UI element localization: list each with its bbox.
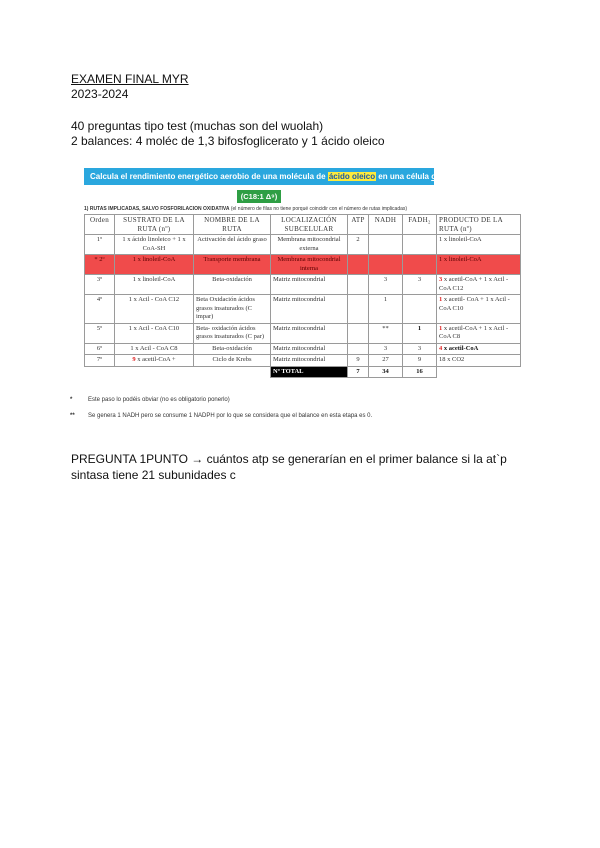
cell-sustrato: 1 x Acil - CoA C12 <box>115 295 194 324</box>
routes-table <box>84 214 521 378</box>
cell-atp: 9 <box>348 355 369 367</box>
cell-nombre: Transporte membrana <box>194 255 271 275</box>
banner-cell: cardíaca <box>431 172 464 181</box>
section-title-bold: 1) RUTAS IMPLICADAS, SALVO FOSFORILACIÓN OXIDATIVA <box>84 206 230 212</box>
embedded-exercise-image <box>84 168 526 378</box>
cell-producto: 4 x acetil-CoA <box>437 343 521 355</box>
cell-atp <box>348 275 369 295</box>
table-row <box>85 323 521 343</box>
cell-nadh: 3 <box>369 275 403 295</box>
table-row <box>85 275 521 295</box>
col-header: FADH₂ <box>403 215 437 235</box>
footnote-2-text: Se genera 1 NADH pero se consume 1 NADPH por lo que se considera que el balance en esta etapa es 0. <box>88 413 373 419</box>
cell-localizacion: Matriz mitocondrial <box>271 275 348 295</box>
cell-orden: 7º <box>85 355 115 367</box>
exercise-banner <box>84 168 464 185</box>
cell-nadh: 1 <box>369 295 403 324</box>
cell-nadh <box>369 255 403 275</box>
footnotes <box>70 395 372 427</box>
total-nadh: 34 <box>369 366 403 378</box>
total-label: Nº TOTAL <box>271 366 348 378</box>
cell-orden: 4º <box>85 295 115 324</box>
cell-producto: 1 x acetil- CoA + 1 x Acil -CoA C10 <box>437 295 521 324</box>
cell-atp <box>348 343 369 355</box>
document-header <box>71 72 189 102</box>
cell-fadh <box>403 235 437 255</box>
table-header-row <box>85 215 521 235</box>
cell-orden: 6º <box>85 343 115 355</box>
cell-fadh: 3 <box>403 275 437 295</box>
cell-atp: 2 <box>348 235 369 255</box>
cell-orden: 1º <box>85 235 115 255</box>
formula-badge: (C18:1 Δ⁹) <box>237 190 281 203</box>
formula-wrap <box>84 186 434 204</box>
intro-line-1: 40 preguntas tipo test (muchas son del wuolah) <box>71 119 324 133</box>
table-total-row <box>85 366 521 378</box>
cell-localizacion: Membrana mitocondrial externa <box>271 235 348 255</box>
col-header: LOCALIZACIÓN SUBCELULAR <box>271 215 348 235</box>
table-row <box>85 295 521 324</box>
cell-localizacion: Membrana mitocondrial interna <box>271 255 348 275</box>
cell-atp <box>348 255 369 275</box>
cell-fadh: 1 <box>403 323 437 343</box>
cell-nombre: Beta-oxidación <box>194 343 271 355</box>
cell-nombre: Activación del ácido graso <box>194 235 271 255</box>
cell-producto: 18 x CO2 <box>437 355 521 367</box>
cell-atp <box>348 323 369 343</box>
footnote-2-mark: ** <box>70 413 75 419</box>
cell-sustrato: 1 x linoleil-CoA <box>115 275 194 295</box>
cell-sustrato: 1 x Acil - CoA C8 <box>115 343 194 355</box>
banner-text-mid: en una célula <box>376 172 432 181</box>
cell-sustrato: 9 x acetil-CoA + <box>115 355 194 367</box>
cell-producto: 1 x linoleil-CoA <box>437 235 521 255</box>
cell-localizacion: Matriz mitocondrial <box>271 323 348 343</box>
cell-nombre: Ciclo de Krebs <box>194 355 271 367</box>
cell-nadh: ** <box>369 323 403 343</box>
cell-atp <box>348 295 369 324</box>
col-header: SUSTRATO DE LA RUTA (nº) <box>115 215 194 235</box>
cell-sustrato: 1 x linoleil-CoA <box>115 255 194 275</box>
footnote-2 <box>70 411 372 427</box>
exam-title: EXAMEN FINAL MYR <box>71 72 189 86</box>
cell-sustrato: 1 x ácido linoleico + 1 x CoA-SH <box>115 235 194 255</box>
exam-year: 2023-2024 <box>71 87 129 101</box>
cell-producto: 1 x acetil-CoA + 1 x Acil -CoA C8 <box>437 323 521 343</box>
col-header: ATP <box>348 215 369 235</box>
cell-fadh: 3 <box>403 343 437 355</box>
question-text: PREGUNTA 1PUNTO → cuántos atp se generarían en el primer balance si la at`p sintasa tiene 21 subunidades c <box>71 452 507 482</box>
banner-text-start: Calcula el rendimiento energético aerobio de una molécula de <box>90 172 328 181</box>
cell-localizacion: Matriz mitocondrial <box>271 295 348 324</box>
footnote-1-mark: * <box>70 397 73 403</box>
col-header: Orden <box>85 215 115 235</box>
col-header: NOMBRE DE LA RUTA <box>194 215 271 235</box>
cell-nadh: 27 <box>369 355 403 367</box>
section-title-rest: (el número de filas no tiene porqué coincidir con el número de rutas implicadas) <box>229 206 408 212</box>
cell-nombre: Beta- oxidación ácidos grasos insaturados (C par) <box>194 323 271 343</box>
cell-orden: 5º <box>85 323 115 343</box>
table-row <box>85 343 521 355</box>
cell-orden: 3º <box>85 275 115 295</box>
table-row <box>85 235 521 255</box>
cell-fadh: 9 <box>403 355 437 367</box>
footnote-1-text: Este paso lo podéis obviar (no es obligatorio ponerlo) <box>88 397 230 403</box>
cell-nombre: Beta Oxidación ácidos grasos insaturados (C impar) <box>194 295 271 324</box>
cell-fadh <box>403 255 437 275</box>
exam-intro <box>71 119 385 149</box>
cell-localizacion: Matriz mitocondrial <box>271 343 348 355</box>
cell-nadh: 3 <box>369 343 403 355</box>
col-header: PRODUCTO DE LA RUTA (nº) <box>437 215 521 235</box>
cell-sustrato: 1 x Acil - CoA C10 <box>115 323 194 343</box>
table-row-highlighted <box>85 255 521 275</box>
table-row <box>85 355 521 367</box>
cell-producto: 1 x linoleil-CoA <box>437 255 521 275</box>
footnote-1 <box>70 395 372 411</box>
cell-fadh <box>403 295 437 324</box>
section-title <box>84 206 526 212</box>
cell-orden: * 2º <box>85 255 115 275</box>
cell-nombre: Beta-oxidación <box>194 275 271 295</box>
cell-localizacion: Matriz mitocondrial <box>271 355 348 367</box>
total-fadh: 16 <box>403 366 437 378</box>
intro-line-2: 2 balances: 4 moléc de 1,3 bifosfoglicerato y 1 ácido oleico <box>71 134 385 148</box>
banner-acid: ácido oleico <box>328 172 376 181</box>
cell-producto: 3 x acetil-CoA + 1 x Acil -CoA C12 <box>437 275 521 295</box>
col-header: NADH <box>369 215 403 235</box>
cell-nadh <box>369 235 403 255</box>
total-atp: 7 <box>348 366 369 378</box>
